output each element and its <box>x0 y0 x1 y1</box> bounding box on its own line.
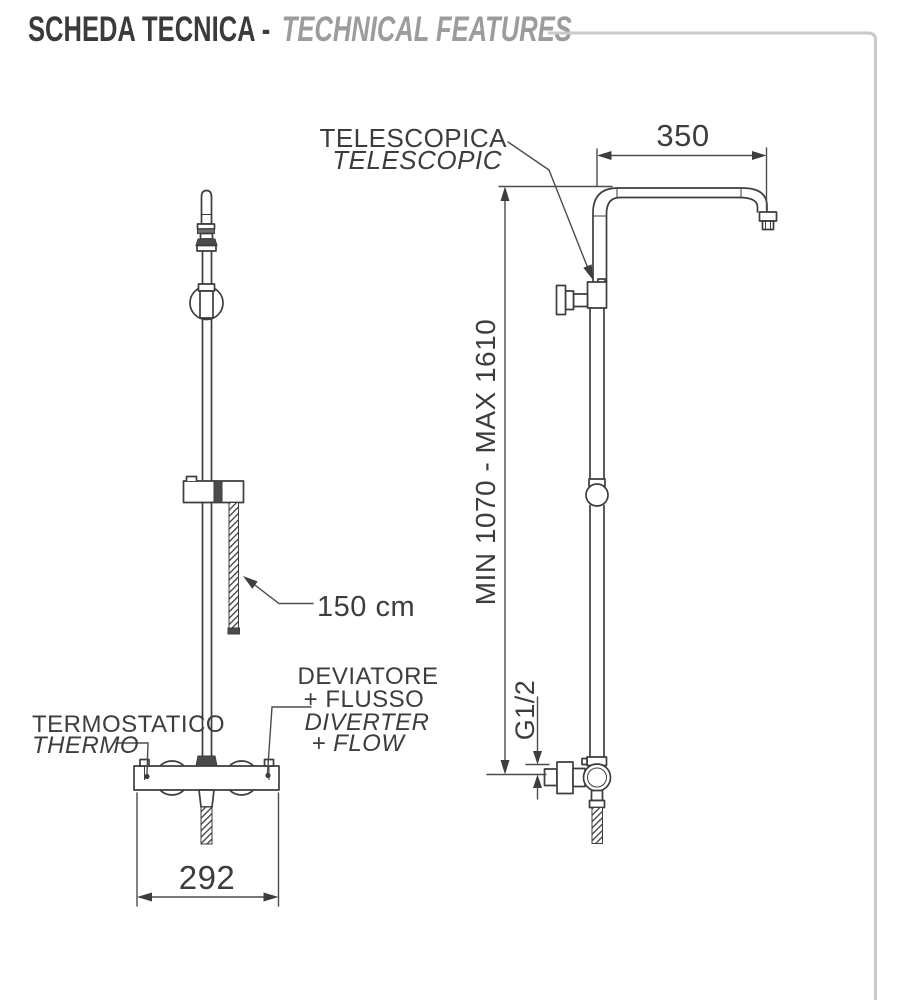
dim-inlet-thread-label: G1/2 <box>510 679 540 741</box>
label-diverter-it-1: DEVIATORE <box>297 663 439 690</box>
title-primary: SCHEDA TECNICA - <box>28 10 278 49</box>
side-view-drawing <box>545 188 777 844</box>
front-view-drawing <box>134 191 279 845</box>
label-thermostatic-en: THERMO <box>32 732 139 759</box>
label-diverter-en-2: + FLOW <box>311 730 405 757</box>
label-telescopic <box>319 123 593 280</box>
dim-height-range-label: MIN 1070 - MAX 1610 <box>470 318 501 606</box>
label-diverter-en-1: DIVERTER <box>304 709 430 736</box>
label-telescopic-en: TELESCOPIC <box>332 145 502 175</box>
dim-body-width-label: 292 <box>178 859 236 896</box>
label-telescopic-it: TELESCOPICA <box>319 123 507 153</box>
dimension-inlet-thread <box>510 680 549 799</box>
label-diverter <box>265 663 438 778</box>
dim-arm-length-label: 350 <box>656 118 710 153</box>
label-diverter-it-2: + FLUSSO <box>303 686 425 713</box>
label-thermostatic-it: TERMOSTATICO <box>32 711 226 738</box>
title-secondary: TECHNICAL FEATURES <box>281 10 572 49</box>
label-hose-length <box>243 576 415 623</box>
label-hose-length-text: 150 cm <box>317 591 416 623</box>
